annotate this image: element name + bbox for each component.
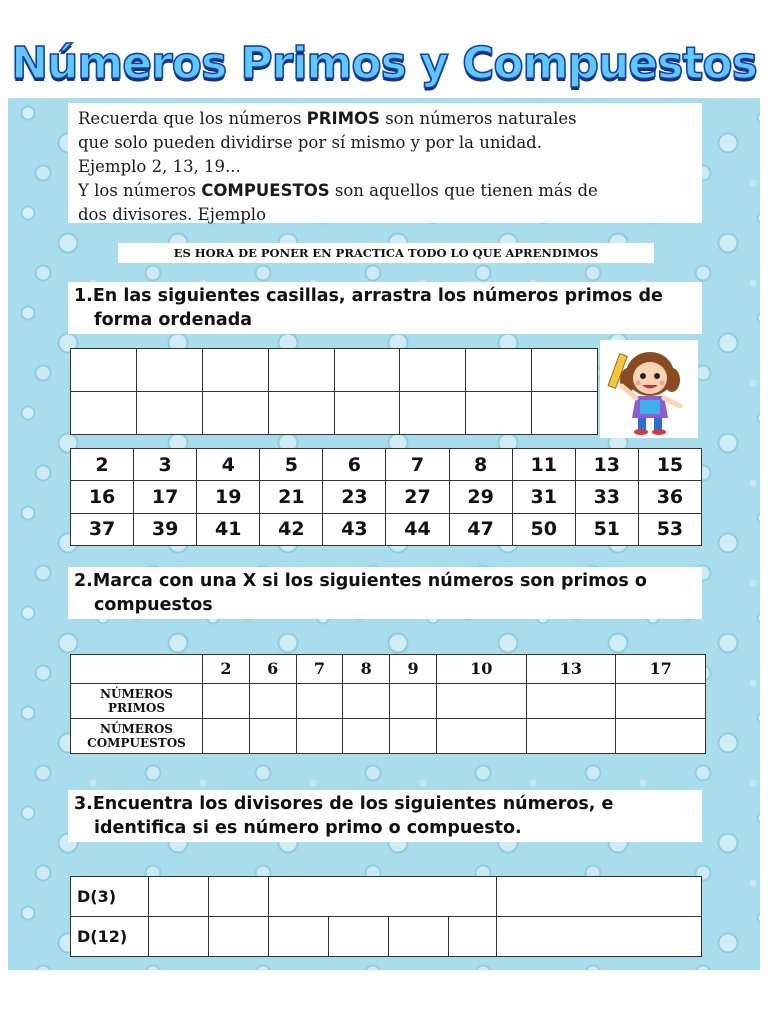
draggable-number[interactable]: 2 (71, 449, 134, 481)
drop-slot[interactable] (400, 392, 466, 435)
intro-text-panel (68, 103, 702, 223)
drop-slot[interactable] (466, 392, 532, 435)
drop-slot[interactable] (202, 349, 268, 392)
draggable-number[interactable]: 13 (575, 449, 638, 481)
draggable-number[interactable]: 6 (323, 449, 386, 481)
draggable-number[interactable]: 5 (260, 449, 323, 481)
divisor-cell[interactable] (449, 917, 497, 957)
draggable-number[interactable]: 8 (449, 449, 512, 481)
draggable-number[interactable]: 37 (71, 513, 134, 545)
worksheet-title: Números Primos y Compuestos (11, 37, 757, 89)
drop-slot[interactable] (136, 349, 202, 392)
draggable-number[interactable]: 47 (449, 513, 512, 545)
drop-slot[interactable] (334, 349, 400, 392)
drop-slot[interactable] (400, 349, 466, 392)
column-header: 9 (390, 655, 437, 684)
mark-cell[interactable] (296, 683, 343, 718)
column-header: 6 (249, 655, 296, 684)
mark-cell[interactable] (390, 683, 437, 718)
column-header: 10 (436, 655, 526, 684)
draggable-number[interactable]: 19 (197, 481, 260, 513)
draggable-number[interactable]: 17 (134, 481, 197, 513)
prime-drop-grid (70, 348, 598, 435)
intro-line-1: Recuerda que los números PRIMOS son números naturales (78, 109, 577, 128)
classification-cell[interactable] (497, 877, 702, 917)
draggable-number[interactable]: 31 (512, 481, 575, 513)
girl-with-pencil-illustration (600, 340, 698, 438)
intro-line-5: dos divisores. Ejemplo (78, 205, 267, 224)
corner-cell (71, 655, 203, 684)
row-header-compuestos: NÚMEROS COMPUESTOS (71, 718, 203, 753)
mark-cell[interactable] (436, 718, 526, 753)
mark-cell[interactable] (526, 718, 616, 753)
draggable-number[interactable]: 4 (197, 449, 260, 481)
divisor-cell[interactable] (209, 917, 269, 957)
draggable-number[interactable]: 36 (638, 481, 701, 513)
divisors-table (70, 876, 702, 957)
mark-cell[interactable] (526, 683, 616, 718)
mark-cell[interactable] (203, 683, 250, 718)
draggable-number[interactable]: 23 (323, 481, 386, 513)
drop-slot[interactable] (532, 349, 598, 392)
divisor-cell[interactable] (269, 877, 497, 917)
mark-cell[interactable] (203, 718, 250, 753)
divisor-label-3: D(3) (71, 877, 149, 917)
column-header: 2 (203, 655, 250, 684)
draggable-number[interactable]: 7 (386, 449, 449, 481)
draggable-number[interactable]: 50 (512, 513, 575, 545)
draggable-number[interactable]: 44 (386, 513, 449, 545)
draggable-number[interactable]: 41 (197, 513, 260, 545)
prime-composite-mark-table (70, 654, 706, 754)
divisor-cell[interactable] (149, 917, 209, 957)
intro-line-2: que solo pueden dividirse por sí mismo y por la unidad. (78, 133, 542, 152)
draggable-number[interactable]: 15 (638, 449, 701, 481)
draggable-number[interactable]: 11 (512, 449, 575, 481)
draggable-number[interactable]: 42 (260, 513, 323, 545)
draggable-number[interactable]: 33 (575, 481, 638, 513)
draggable-number[interactable]: 39 (134, 513, 197, 545)
mark-cell[interactable] (249, 718, 296, 753)
question-1: 1.En las siguientes casillas, arrastra los números primos de forma ordenada (68, 282, 702, 334)
draggable-number[interactable]: 53 (638, 513, 701, 545)
divisor-cell[interactable] (389, 917, 449, 957)
intro-line-3: Ejemplo 2, 13, 19... (78, 157, 241, 176)
drop-slot[interactable] (268, 349, 334, 392)
mark-cell[interactable] (296, 718, 343, 753)
mark-cell[interactable] (390, 718, 437, 753)
draggable-number[interactable]: 3 (134, 449, 197, 481)
divisor-cell[interactable] (209, 877, 269, 917)
draggable-number[interactable]: 29 (449, 481, 512, 513)
draggable-number[interactable]: 43 (323, 513, 386, 545)
draggable-number[interactable]: 16 (71, 481, 134, 513)
mark-cell[interactable] (343, 718, 390, 753)
drop-slot[interactable] (334, 392, 400, 435)
divisor-label-12: D(12) (71, 917, 149, 957)
number-bank-table (70, 448, 702, 546)
divisor-cell[interactable] (149, 877, 209, 917)
draggable-number[interactable]: 27 (386, 481, 449, 513)
drop-slot[interactable] (136, 392, 202, 435)
drop-slot[interactable] (71, 392, 137, 435)
mark-cell[interactable] (249, 683, 296, 718)
drop-slot[interactable] (71, 349, 137, 392)
intro-line-4: Y los números COMPUESTOS son aquellos que tienen más de (78, 181, 598, 200)
draggable-number[interactable]: 21 (260, 481, 323, 513)
divisor-cell[interactable] (329, 917, 389, 957)
question-3: 3.Encuentra los divisores de los siguientes números, e identifica si es número primo o compuesto. (68, 790, 702, 842)
drop-slot[interactable] (268, 392, 334, 435)
mark-cell[interactable] (343, 683, 390, 718)
mark-cell[interactable] (616, 683, 706, 718)
drop-slot[interactable] (532, 392, 598, 435)
row-header-primos: NÚMEROS PRIMOS (71, 683, 203, 718)
column-header: 8 (343, 655, 390, 684)
classification-cell[interactable] (497, 917, 702, 957)
divisor-cell[interactable] (269, 917, 329, 957)
drop-slot[interactable] (466, 349, 532, 392)
drop-slot[interactable] (202, 392, 268, 435)
column-header: 7 (296, 655, 343, 684)
mark-cell[interactable] (616, 718, 706, 753)
question-2: 2.Marca con una X si los siguientes números son primos o compuestos (68, 567, 702, 619)
column-header: 13 (526, 655, 616, 684)
column-header: 17 (616, 655, 706, 684)
draggable-number[interactable]: 51 (575, 513, 638, 545)
practice-banner: ES HORA DE PONER EN PRACTICA TODO LO QUE APRENDIMOS (118, 243, 654, 263)
mark-cell[interactable] (436, 683, 526, 718)
